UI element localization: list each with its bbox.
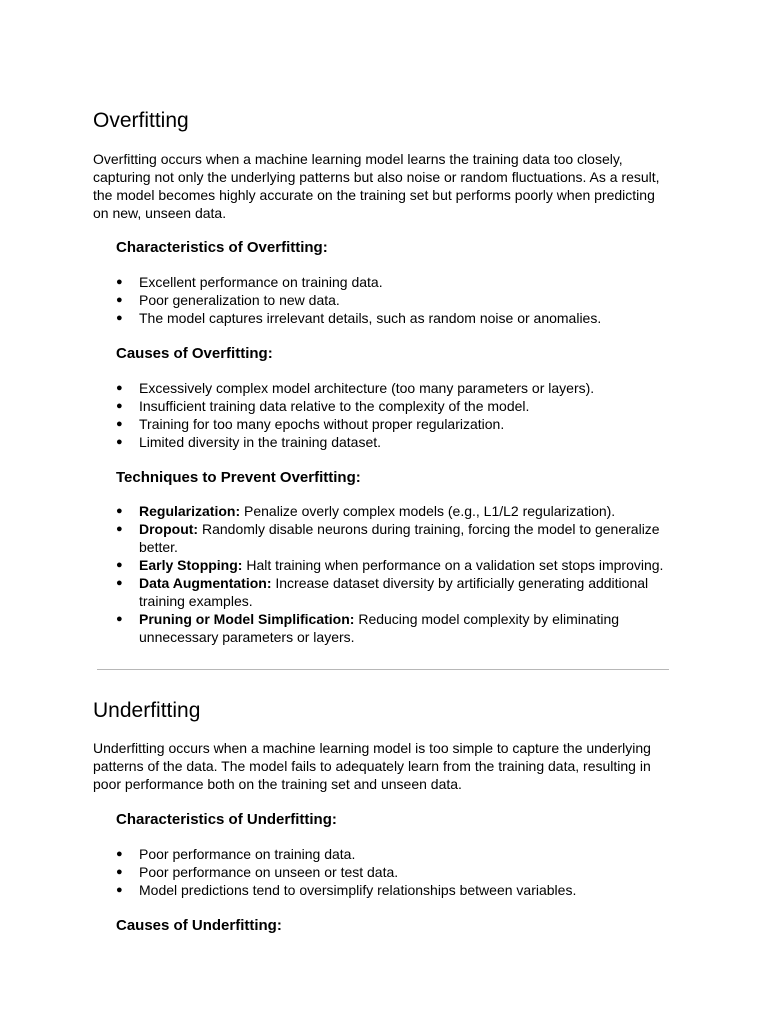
section-divider (97, 669, 669, 670)
list-item-text: Poor performance on unseen or test data. (139, 864, 399, 880)
list-item-term: Regularization: (139, 503, 241, 519)
bullet-icon: ● (116, 505, 123, 517)
list-item-text: The model captures irrelevant details, such as random noise or anomalies. (139, 310, 602, 326)
list-item (116, 502, 676, 520)
list-item (116, 273, 676, 291)
list-item-text: Training for too many epochs without proper regularization. (139, 416, 505, 432)
bullet-icon: ● (116, 418, 123, 430)
list-item-term: Data Augmentation: (139, 575, 272, 591)
bullet-icon: ● (116, 613, 123, 625)
bullet-icon: ● (116, 848, 123, 860)
list-item (116, 556, 676, 574)
list-item-text: Poor performance on training data. (139, 846, 356, 862)
overfitting-title: Overfitting (93, 109, 189, 132)
list-item-text: Excessively complex model architecture (too many parameters or layers). (139, 380, 595, 396)
bullet-icon: ● (116, 436, 123, 448)
list-item (116, 520, 676, 556)
underfitting-title: Underfitting (93, 699, 201, 722)
underfitting-characteristics-heading: Characteristics of Underfitting: (116, 811, 337, 828)
list-item (116, 863, 676, 881)
bullet-icon: ● (116, 523, 123, 535)
bullet-icon: ● (116, 884, 123, 896)
underfitting-intro: Underfitting occurs when a machine learning model is too simple to capture the underlying patterns of the data. The model fails to adequately learn from the training data, resulting in poor performance both on the training set and unseen data. (93, 740, 651, 792)
list-item-text: Increase dataset diversity by artificially generating additional training examples. (139, 575, 649, 609)
overfitting-techniques-heading: Techniques to Prevent Overfitting: (116, 469, 361, 486)
overfitting-techniques-list (116, 502, 676, 646)
list-item (116, 845, 676, 863)
list-item (116, 574, 676, 610)
list-item-text: Penalize overly complex models (e.g., L1/L2 regularization). (240, 503, 616, 519)
underfitting-characteristics-list (116, 845, 676, 899)
list-item (116, 610, 676, 646)
list-item (116, 309, 676, 327)
bullet-icon: ● (116, 294, 123, 306)
list-item-text: Reducing model complexity by eliminating unnecessary parameters or layers. (139, 611, 620, 645)
underfitting-causes-heading: Causes of Underfitting: (116, 917, 282, 934)
list-item-text: Limited diversity in the training dataset. (139, 434, 382, 450)
bullet-icon: ● (116, 400, 123, 412)
bullet-icon: ● (116, 559, 123, 571)
overfitting-intro: Overfitting occurs when a machine learning model learns the training data too closely, capturing not only the underlying patterns but also noise or random fluctuations. As a result, the model becomes highly accurate on the training set but performs poorly when predicting on new, unseen data. (93, 151, 660, 221)
list-item (116, 379, 676, 397)
list-item-text: Model predictions tend to oversimplify relationships between variables. (139, 882, 577, 898)
list-item-term: Early Stopping: (139, 557, 243, 573)
bullet-icon: ● (116, 382, 123, 394)
bullet-icon: ● (116, 866, 123, 878)
list-item-text: Randomly disable neurons during training, forcing the model to generalize better. (139, 521, 660, 555)
list-item-text: Insufficient training data relative to the complexity of the model. (139, 398, 530, 414)
bullet-icon: ● (116, 577, 123, 589)
list-item (116, 397, 676, 415)
list-item-text: Poor generalization to new data. (139, 292, 340, 308)
overfitting-causes-heading: Causes of Overfitting: (116, 345, 273, 362)
overfitting-characteristics-heading: Characteristics of Overfitting: (116, 239, 328, 256)
list-item (116, 291, 676, 309)
list-item (116, 881, 676, 899)
bullet-icon: ● (116, 312, 123, 324)
overfitting-causes-list (116, 379, 676, 451)
list-item (116, 433, 676, 451)
overfitting-characteristics-list (116, 273, 676, 327)
list-item-term: Dropout: (139, 521, 199, 537)
bullet-icon: ● (116, 276, 123, 288)
list-item-text: Excellent performance on training data. (139, 274, 383, 290)
list-item-term: Pruning or Model Simplification: (139, 611, 355, 627)
list-item (116, 415, 676, 433)
list-item-text: Halt training when performance on a validation set stops improving. (242, 557, 664, 573)
